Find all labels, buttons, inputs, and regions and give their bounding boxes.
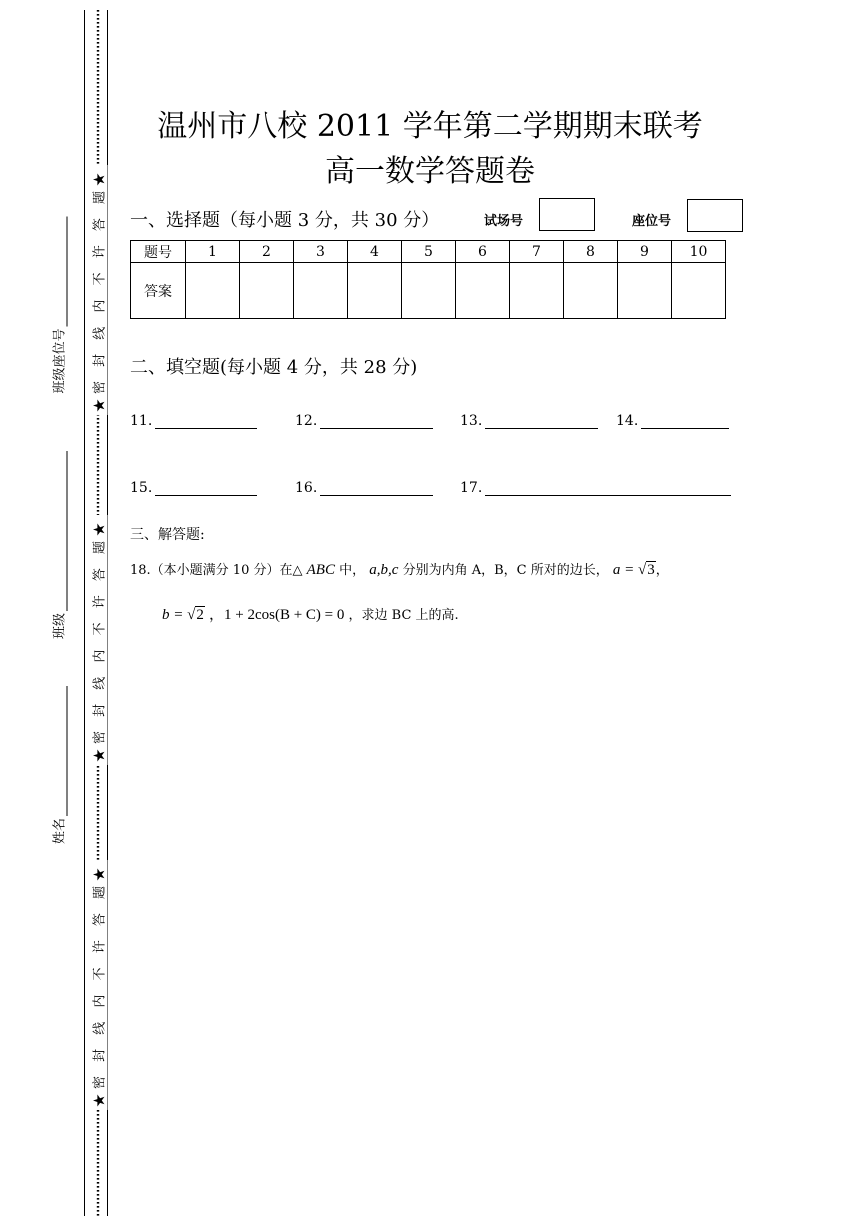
q18-comma: ， [655,563,669,578]
answer-cell[interactable] [510,263,564,319]
class-label: 班级 [52,612,68,640]
answer-cell[interactable] [402,263,456,319]
blank-17 [460,479,731,496]
blank-number: 16. [295,480,318,496]
question-number-cell: 2 [240,241,294,263]
q18-triangle: ABC [306,562,335,578]
answer-cell[interactable] [564,263,618,319]
blank-number: 12. [295,413,318,429]
answer-cell[interactable] [672,263,726,319]
seal-warning-2: ★密 封 线 内 不 许 答 题★ [89,515,108,765]
q18-b-eq: b = [162,607,188,623]
seat-number-label: 班级座位号 [52,328,68,394]
section2-heading: 二、填空题(每小题 4 分，共 28 分) [130,357,418,378]
seat-number-line[interactable] [53,216,68,326]
blank-15 [130,479,257,496]
answer-header: 答案 [131,263,186,319]
blank-line[interactable] [485,412,598,429]
question-number-cell: 7 [510,241,564,263]
choice-answer-table [130,240,726,319]
answer-cell[interactable] [618,263,672,319]
blank-line[interactable] [320,479,433,496]
blank-13 [460,412,598,429]
blank-line[interactable] [641,412,729,429]
exam-room-box[interactable] [539,198,595,231]
seat-number-field [49,216,68,393]
seat-box[interactable] [687,199,743,232]
answer-cell[interactable] [186,263,240,319]
question-number-cell: 1 [186,241,240,263]
blank-number: 14. [616,413,639,429]
question-number-cell: 5 [402,241,456,263]
q18-mid2: 分别为内角 A，B，C 所对的边长， [402,563,609,578]
question-number-cell: 4 [348,241,402,263]
class-line[interactable] [53,451,68,611]
question-number-cell: 3 [294,241,348,263]
q18-condition: ，1 + 2cos(B + C) = 0 [209,607,345,623]
answer-cell[interactable] [294,263,348,319]
blank-12 [295,412,433,429]
blank-line[interactable] [485,479,731,496]
q18-mid1: 中， [339,563,366,578]
q18-prefix: 18.（本小题满分 10 分）在△ [130,563,303,578]
binding-line-outer [84,10,85,1216]
seal-warning-3: ★密 封 线 内 不 许 答 题★ [89,860,108,1110]
question-number-cell: 9 [618,241,672,263]
class-field [49,451,68,639]
blank-line[interactable] [320,412,433,429]
blank-16 [295,479,433,496]
blank-line[interactable] [155,412,257,429]
section1-heading: 一、选择题（每小题 3 分，共 30 分） [130,210,440,231]
question-18-line1 [130,559,669,579]
q18-a-eq: a = [612,562,638,578]
question-number-cell: 8 [564,241,618,263]
name-label: 姓名 [52,817,68,845]
name-field [49,686,68,844]
q18-b-val: 2 [196,607,204,623]
page-subtitle: 高一数学答题卷 [325,154,535,189]
blank-number: 15. [130,480,153,496]
blank-11 [130,412,257,429]
section3-heading: 三、解答题: [130,527,205,543]
q18-a-val: 3 [647,562,655,578]
seat-label: 座位号 [632,214,672,229]
answer-cell[interactable] [240,263,294,319]
blank-number: 13. [460,413,483,429]
table-header-row [131,241,726,263]
question-18-line2 [162,603,459,624]
blank-line[interactable] [155,479,257,496]
answer-cell[interactable] [348,263,402,319]
answer-cell[interactable] [456,263,510,319]
question-number-header: 题号 [131,241,186,263]
blank-14 [616,412,729,429]
blank-number: 11. [130,413,153,429]
q18-sides: a,b,c [369,562,399,578]
seal-warning-1: ★密 封 线 内 不 许 答 题★ [89,165,108,415]
question-number-cell: 6 [456,241,510,263]
sqrt-sign: √ [638,562,647,578]
page-title: 温州市八校 2011 学年第二学期期末联考 [157,109,703,144]
exam-room-label: 试场号 [484,214,524,229]
q18-ask: ，求边 BC 上的高. [348,608,459,623]
table-answer-row [131,263,726,319]
sqrt-sign: √ [187,607,196,623]
question-number-cell: 10 [672,241,726,263]
blank-number: 17. [460,480,483,496]
name-line[interactable] [53,686,68,816]
